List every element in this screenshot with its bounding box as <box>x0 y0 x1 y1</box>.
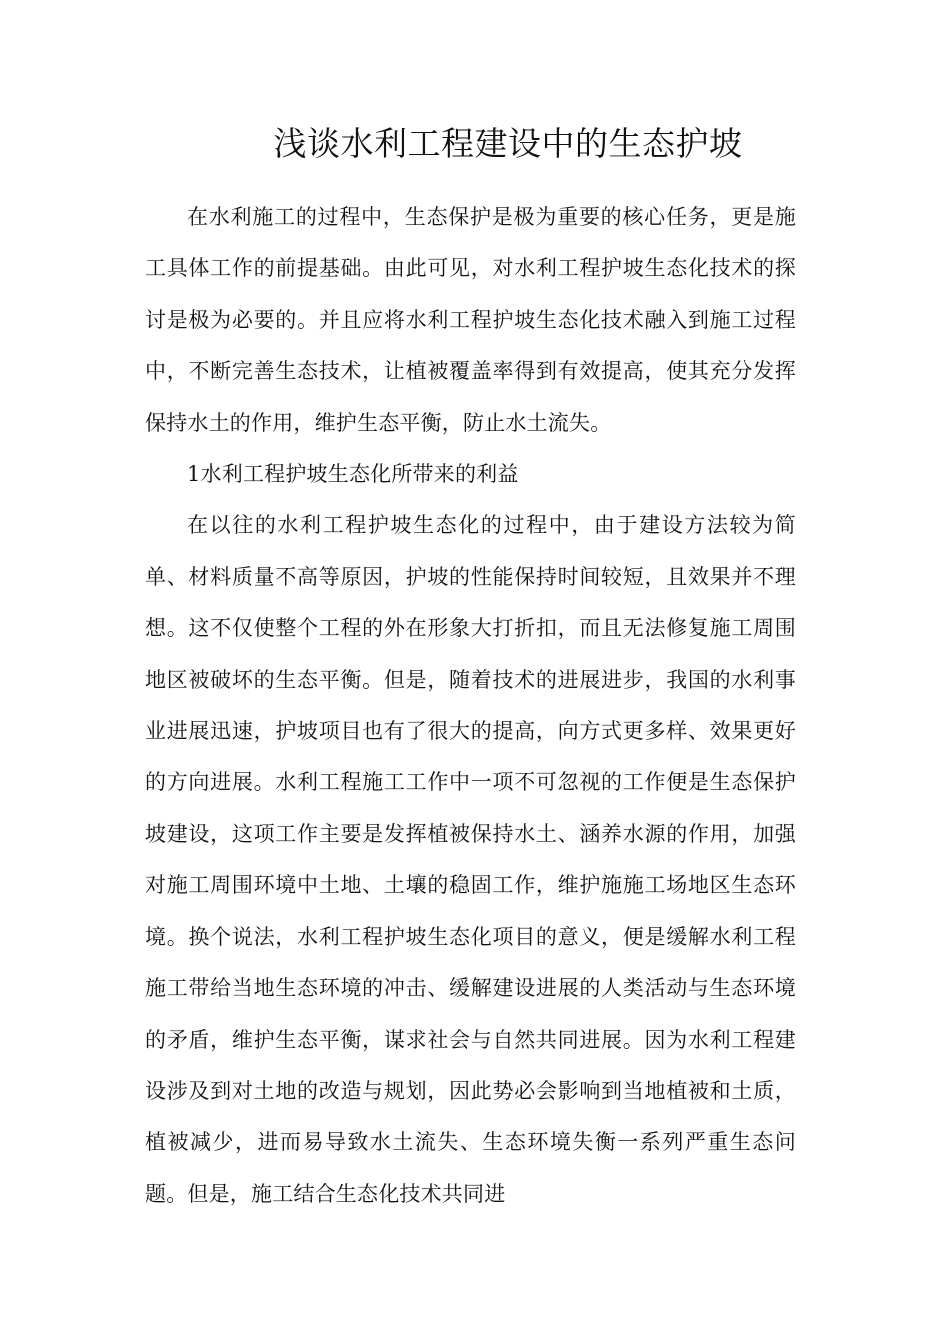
paragraph-section-1: 在以往的水利工程护坡生态化的过程中，由于建设方法较为简单、材料质量不高等原因，护坡的性能保持时间较短，且效果并不理想。这不仅使整个工程的外在形象大打折扣，而且无法修复施工周围地区被破坏的生态平衡。但是，随着技术的进展进步，我国的水利事业进展迅速，护坡项目也有了很大的提高，向方式更多样、效果更好的方向进展。水利工程施工工作中一项不可忽视的工作便是生态保护坡建设，这项工作主要是发挥植被保持水土、涵养水源的作用，加强对施工周围环境中土地、土壤的稳固工作，维护施施工场地区生态环境。换个说法，水利工程护坡生态化项目的意义，便是缓解水利工程施工带给当地生态环境的冲击、缓解建设进展的人类活动与生态环境的矛盾，维护生态平衡，谋求社会与自然共同进展。因为水利工程建设涉及到对土地的改造与规划，因此势必会影响到当地植被和土质，植被减少，进而易导致水土流失、生态环境失衡一系列严重生态问题。但是，施工结合生态化技术共同进 <box>145 513 796 1206</box>
section-heading-1: 1水利工程护坡生态化所带来的利益 <box>187 462 519 487</box>
document-title: 浅谈水利工程建设中的生态护坡 <box>273 124 743 163</box>
document-body <box>145 192 796 1220</box>
paragraph-intro: 在水利施工的过程中，生态保护是极为重要的核心任务，更是施工具体工作的前提基础。由此可见，对水利工程护坡生态化技术的探讨是极为必要的。并且应将水利工程护坡生态化技术融入到施工过程中，不断完善生态技术，让植被覆盖率得到有效提高，使其充分发挥保持水土的作用，维护生态平衡，防止水土流失。 <box>145 205 796 435</box>
